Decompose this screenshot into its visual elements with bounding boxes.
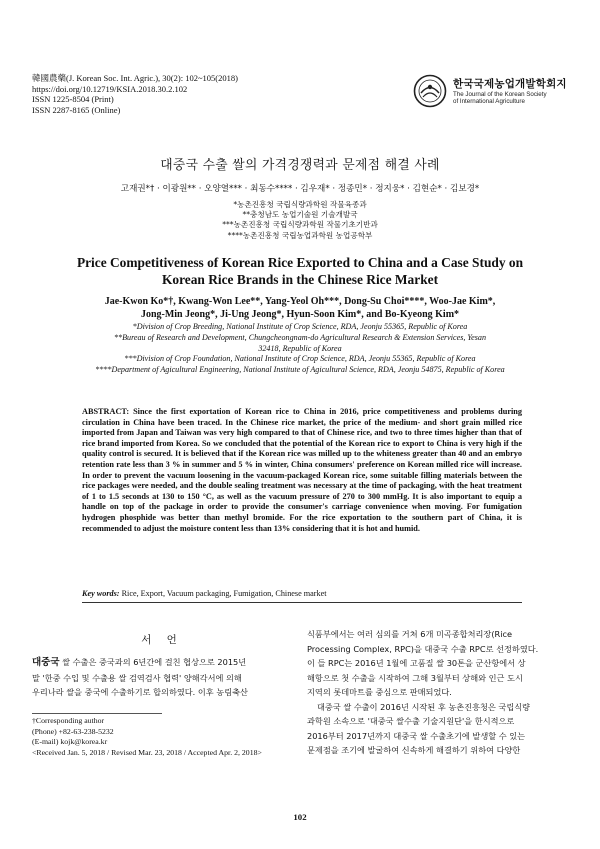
- keywords-text: Rice, Export, Vacuum packaging, Fumigation, Chinese market: [121, 589, 327, 598]
- society-name-ko: 한국국제농업개발학회지: [453, 78, 567, 90]
- affiliations-en: *Division of Crop Breeding, National Institute of Crop Science, RDA, Jeonju 55365, Republic of Korea **Bureau of Research and Development, Chungcheongnam-do Agricultural Research & Extension Services, Yesan 32418, Republic of Korea ***Division of Crop Foundation, National Institute of Crop Science, RDA, Jeonju 55365, Republic of Korea ****Department of Agicultural Engineering, National Institute of Agicultural Science, RDA, Jeonju 54875, Republic of Korea: [95, 322, 505, 375]
- abstract-text: Since the first exportation of Korean rice to China in 2016, price competitiveness and problems during circulation in China have been traced. In the Chinese rice market, the price of the medium- and short grain milled rice imported from Japan and Taiwan was very high compared to that of Chinese rice, and two to three times higher than that of rice brand imported from Korea. So we concluded that the potential of the Korean rice to export to China is very high if the quality control is secured. It is believed that if the Korean rice was milled up to the whiteness greater than 40 and an embryo retention rate less than 3 % in summer and 5 % in winter, China consumers' preference on Korean milled rice will increase. In order to prevent the vacuum loosening in the vacuum-packaged Korean rice, some suitable filling materials between the rice packages were needed, and the double sealing treatment was necessary at the time of packaging, with the heat treatment of 1 to 1.5 seconds at 130 to 150 °C, as well as the vacuum pressure of 270 to 300 mmHg. It is also important to equip a handle on top of the package in order to provide the consumer's carriage convenience when moving. For fumigation hydrogen phosphide was better than methyl bromide. For the rice exportation to the southern part of China, it is recommended to adjust the moisture content less than 13% considering that it is hot and humid.: [82, 407, 522, 533]
- paper-title-en: Price Competitiveness of Korean Rice Exported to China and a Case Study on Korean Rice Brands in the Chinese Rice Market: [76, 255, 524, 287]
- intro-right-column: [307, 627, 571, 758]
- intro-paragraph: 대중국 쌀 수출은 중국과의 6년간에 걸친 협상으로 2015년 말 '한중 수입 및 수출용 쌀 검역검사 협력' 양해각서에 의해 우리나라 쌀을 중국에 수출하기로 합의하였다. 이후 농림축산: [32, 657, 248, 697]
- issn-online: ISSN 2287-8165 (Online): [32, 104, 121, 115]
- intro-lead-word: 대중국: [32, 657, 60, 668]
- authors-en: Jae-Kwon Ko*†, Kwang-Won Lee**, Yang-Yeol Oh***, Dong-Su Choi****, Woo-Jae Kim*, Jong-Min Jeong*, Ji-Ung Jeong*, Hyun-Soon Kim*, and Bo-Kyeong Kim*: [104, 296, 496, 320]
- manuscript-dates: <Received Jan. 5, 2018 / Revised Mar. 23, 2018 / Accepted Apr. 2, 2018>: [32, 747, 262, 757]
- author-email[interactable]: (E-mail) kojk@korea.kr: [32, 737, 108, 747]
- section-title-intro: 서 언: [141, 634, 183, 646]
- keywords-label: Key words:: [82, 589, 120, 598]
- society-emblem-icon: [413, 74, 447, 108]
- keywords: [82, 589, 522, 598]
- abstract-divider: [82, 602, 522, 603]
- page-number: 102: [293, 812, 307, 822]
- affiliations-ko: *농촌진흥청 국립식량과학원 작물육종과 **충청남도 농업기술원 기술개발국 ***농촌진흥청 국립식량과학원 작물기초기반과 ****농촌진흥청 국립농업과학원 농업공학부: [222, 200, 378, 240]
- author-phone: (Phone) +82-63-238-5232: [32, 726, 114, 736]
- society-logo: [413, 72, 573, 116]
- footnote: [32, 716, 262, 758]
- abstract-label: ABSTRACT:: [82, 407, 130, 416]
- footnote-divider: [32, 713, 162, 714]
- intro-left-column: [32, 655, 294, 700]
- paper-title-ko: 대중국 수출 쌀의 가격경쟁력과 문제점 해결 사례: [160, 158, 440, 173]
- doi-link[interactable]: https://doi.org/10.12719/KSIA.2018.30.2.102: [32, 83, 188, 94]
- corresponding-author: †Corresponding author: [32, 716, 105, 725]
- intro-paragraph: 대중국 쌀 수출이 2016년 시작된 후 농촌진흥청은 국립식량 과학원 소속으로 '대중국 쌀수출 기술지원단'을 한시적으로 2016부터 2017년까지 대중국 쌀 수출초기에 발생할 수 있는 문제점을 조기에 발굴하여 신속하게 해결하기 위하여 다양한: [307, 701, 531, 755]
- authors-ko: 고재권*† · 이광원** · 오양열*** · 최동수**** · 김우재* · 정종민* · 정지웅* · 김현순* · 김보경*: [120, 184, 480, 194]
- journal-citation: 韓國農藥(J. Korean Soc. Int. Agric.), 30(2): 102~105(2018): [32, 73, 238, 83]
- intro-paragraph: 식품부에서는 여러 심의를 거쳐 6개 미곡종합처리장(Rice Processing Complex, RPC)을 대중국 수출 RPC로 선정하였다. 이 들 RPC는 2016년 1월에 고품질 쌀 30톤을 군산항에서 상 해항으로 첫 수출을 시작하여 그해 3월부터 상해와 인근 도시 지역의 롯데마트를 중심으로 판매되었다.: [307, 629, 539, 697]
- abstract: [82, 407, 522, 534]
- journal-header-meta: [32, 73, 238, 115]
- society-name-en: The Journal of the Korean Society of International Agriculture: [453, 91, 547, 106]
- issn-print: ISSN 1225-8504 (Print): [32, 94, 114, 105]
